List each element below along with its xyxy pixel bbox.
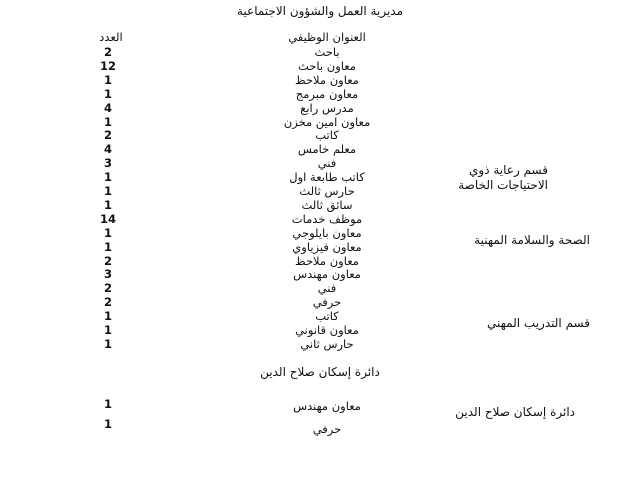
row-job-title: معاون فيزياوي xyxy=(292,239,362,254)
header-count: العدد xyxy=(99,30,123,44)
row-count: 3 xyxy=(103,156,112,171)
row-count: 2 xyxy=(103,253,112,268)
row-count: 2 xyxy=(103,295,112,310)
page-title: مديرية العمل والشؤون الاجتماعية xyxy=(236,4,404,18)
row-job-title: معاون بايلوجي xyxy=(292,225,362,240)
row-job-title: معاون ملاحظ xyxy=(295,72,359,87)
department-vocational-training: قسم التدريب المهني xyxy=(487,316,590,330)
row-job-title: فني xyxy=(317,156,337,171)
housing-section-title: دائرة إسكان صلاح الدين xyxy=(260,365,380,379)
row-count: 1 xyxy=(103,170,112,185)
row-count: 2 xyxy=(103,45,112,59)
row-count: 4 xyxy=(103,142,112,157)
table-row xyxy=(0,73,640,87)
row-job-title: حرفي xyxy=(312,422,342,436)
table-row xyxy=(0,142,640,156)
row-job-title: معاون قانوني xyxy=(295,323,359,337)
department-housing: دائرة إسكان صلاح الدين xyxy=(455,405,575,419)
row-job-title: فني xyxy=(317,281,337,296)
table-row xyxy=(0,281,640,295)
header-job-title: العنوان الوظيفي xyxy=(288,30,366,44)
row-count: 1 xyxy=(103,197,112,212)
table-row xyxy=(0,87,640,101)
row-job-title: معاون مهندس xyxy=(293,399,361,413)
table-row xyxy=(0,59,640,73)
row-job-title: معلم خامس xyxy=(297,142,357,157)
row-count: 4 xyxy=(103,100,112,115)
row-count: 1 xyxy=(103,417,112,431)
table-row xyxy=(0,101,640,115)
row-count: 1 xyxy=(103,397,112,411)
row-count: 1 xyxy=(103,323,112,337)
row-count: 1 xyxy=(103,336,112,351)
table-row xyxy=(0,115,640,129)
row-job-title: حرفي xyxy=(312,295,342,310)
row-job-title: حارس ثالث xyxy=(299,184,355,198)
row-job-title: معاون امين مخزن xyxy=(283,114,371,129)
row-job-title: كاتب xyxy=(315,309,339,324)
row-count: 1 xyxy=(103,72,112,87)
row-count: 1 xyxy=(103,239,112,254)
row-count: 2 xyxy=(103,128,112,143)
row-count: 1 xyxy=(103,184,112,198)
row-count: 1 xyxy=(103,86,112,101)
row-count: 1 xyxy=(103,225,112,240)
row-job-title: كاتب طابعة اول xyxy=(289,170,365,185)
row-job-title: معاون ملاحظ xyxy=(295,253,359,268)
table-row xyxy=(0,337,640,351)
row-job-title: حارس ثاني xyxy=(300,336,354,351)
row-job-title: معاون باحث xyxy=(298,58,356,73)
row-job-title: مدرس رابع xyxy=(300,100,354,115)
row-job-title: كاتب xyxy=(315,128,339,143)
table-row xyxy=(0,212,640,226)
table-row xyxy=(0,267,640,281)
row-job-title: باحث xyxy=(314,45,340,59)
row-job-title: موظف خدمات xyxy=(291,211,363,226)
table-row xyxy=(0,254,640,268)
row-job-title: سائق ثالث xyxy=(301,197,353,212)
department-special-needs: قسم رعاية ذوي الاحتياجات الخاصة xyxy=(458,163,548,192)
table-row xyxy=(0,198,640,212)
table-row xyxy=(0,295,640,309)
row-job-title: معاون مبرمج xyxy=(295,86,359,101)
row-count: 2 xyxy=(103,281,112,296)
department-health-safety: الصحة والسلامة المهنية xyxy=(474,233,590,247)
table-row xyxy=(0,45,640,59)
row-count: 12 xyxy=(99,58,116,73)
row-job-title: معاون مهندس xyxy=(293,267,361,282)
row-count: 1 xyxy=(103,114,112,129)
row-count: 1 xyxy=(103,309,112,324)
table-row xyxy=(0,128,640,142)
row-count: 3 xyxy=(103,267,112,282)
row-count: 14 xyxy=(99,211,116,226)
